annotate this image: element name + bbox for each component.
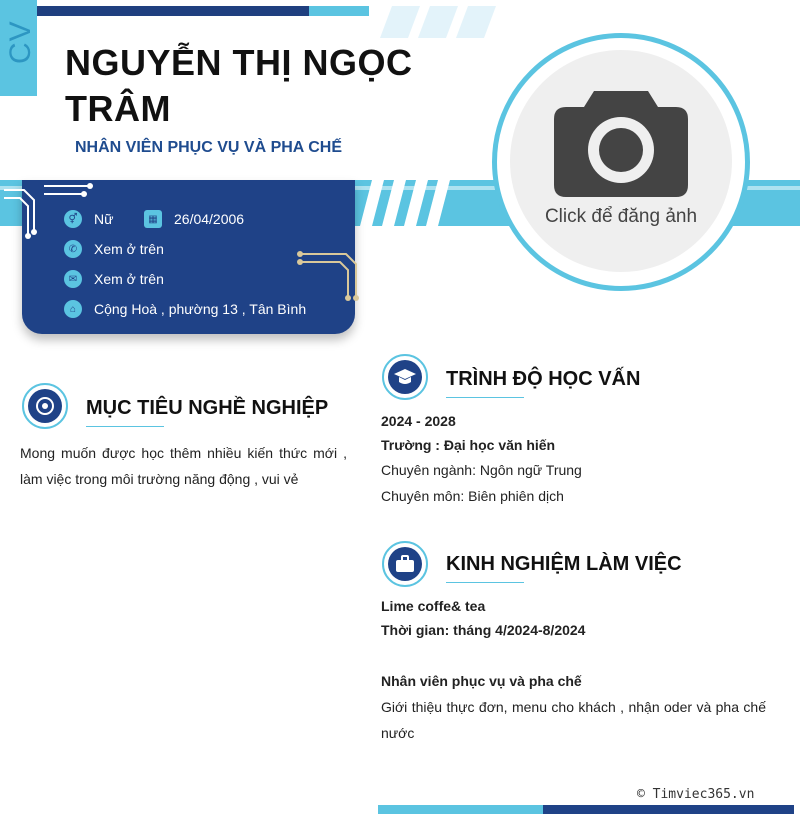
target-icon [35,396,55,416]
candidate-name: NGUYỄN THỊ NGỌC TRÂM [65,42,413,129]
education-major: Chuyên ngành: Ngôn ngữ Trung [381,462,582,478]
objective-text: Mong muốn được học thêm nhiều kiến thức mới , làm việc trong môi trường năng động , vui vẻ [20,445,347,487]
gender-icon: ⚥ [64,210,82,228]
education-period: 2024 - 2028 [381,413,456,429]
email-value: Xem ở trên [94,271,164,287]
phone-value: Xem ở trên [94,241,164,257]
circuit-decoration-left [4,180,94,240]
birthdate-value: 26/04/2006 [174,211,245,227]
experience-icon-ring [382,541,428,587]
experience-time: Thời gian: tháng 4/2024-8/2024 [381,622,586,638]
experience-position: Nhân viên phục vụ và pha chế [381,673,582,689]
email-icon: ✉ [64,270,82,288]
education-underline [446,397,524,398]
phone-icon: ✆ [64,240,82,258]
experience-underline [446,582,524,583]
objective-title: MỤC TIÊU NGHỀ NGHIỆP [86,397,329,419]
copyright: © Timviec365.vn [637,787,755,802]
circuit-decoration-right [296,248,370,304]
experience-description: Giới thiệu thực đơn, menu cho khách , nhận oder và pha chế nước [381,699,766,741]
cv-tab [0,0,37,96]
camera-icon[interactable] [554,83,688,197]
home-icon: ⌂ [64,300,82,318]
briefcase-icon [395,555,415,573]
experience-company: Lime coffe& tea [381,598,486,614]
calendar-icon: ▦ [144,210,162,228]
objective-underline [86,426,164,427]
info-birthdate [144,210,244,228]
bottom-bar-dark [543,805,794,814]
top-stripes [380,6,520,38]
info-address [64,300,306,318]
photo-upload-label[interactable]: Click để đăng ảnh [544,206,698,227]
objective-icon-ring [22,383,68,429]
education-title: TRÌNH ĐỘ HỌC VẤN [446,368,641,390]
education-specialty: Chuyên môn: Biên phiên dịch [381,488,564,504]
top-bar-light [309,6,369,16]
experience-title: KINH NGHIỆM LÀM VIỆC [446,553,682,575]
graduation-cap-icon [394,368,416,386]
education-icon-ring [382,354,428,400]
job-title: NHÂN VIÊN PHỤC VỤ VÀ PHA CHẾ [75,139,342,156]
gender-value: Nữ [94,211,114,227]
info-email [64,270,164,288]
cv-tab-label: CV [4,20,37,64]
info-phone [64,240,164,258]
address-value: Cộng Hoà , phường 13 , Tân Bình [94,301,307,317]
top-bar-dark [37,6,309,16]
education-school: Trường : Đại học văn hiến [381,437,556,453]
bottom-bar-light [378,805,543,814]
